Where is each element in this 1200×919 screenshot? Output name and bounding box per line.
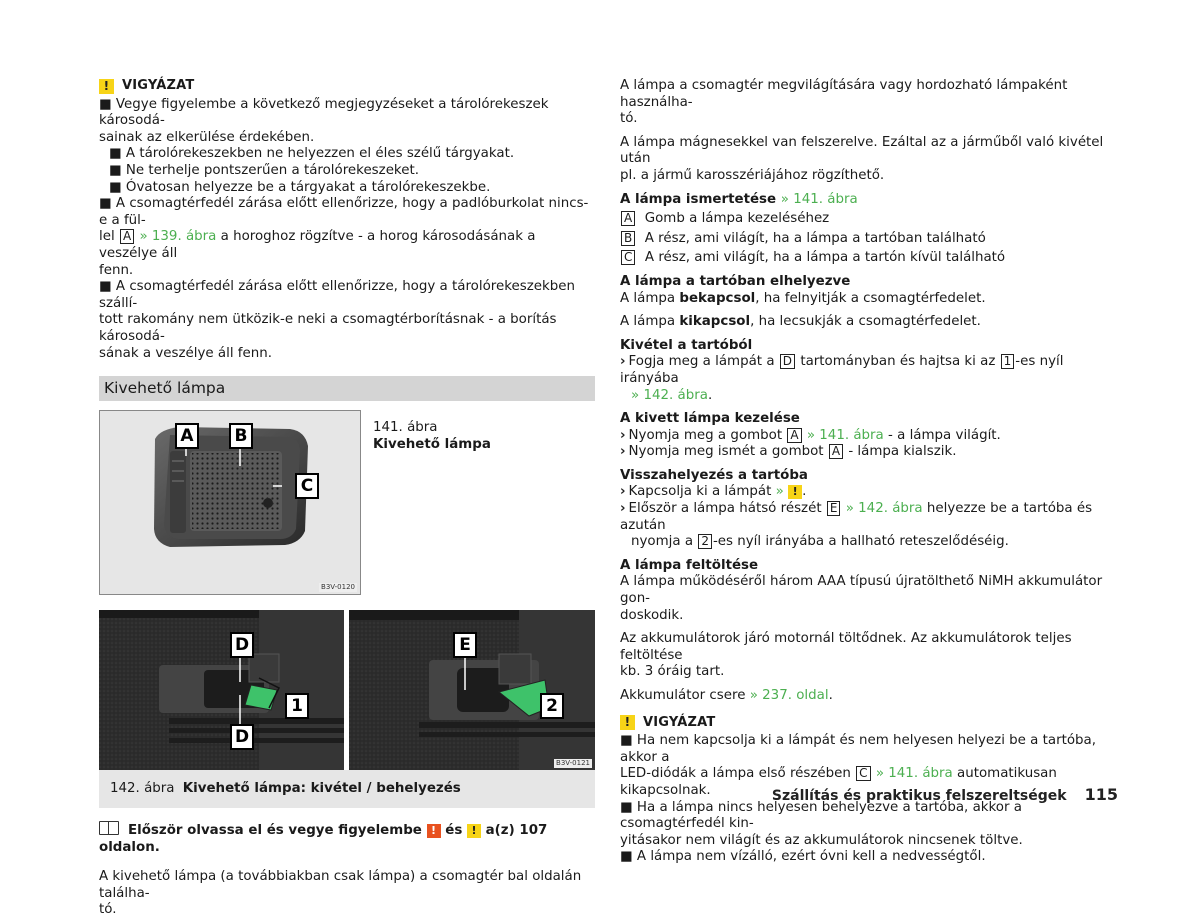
paragraph [620,314,1120,331]
warning-icon: ! [788,485,802,499]
text-fragment: lel [99,229,115,245]
text-fragment: helyezze be a tartóba és azután [620,501,1093,533]
text-fragment: - a lámpa világít. [888,427,1001,443]
text-fragment: a horoghoz rögzítve - a horog károsodásának a veszélye áll [99,229,536,261]
warning-text: sainak az elkerülése érdekében. [99,129,315,145]
step-arrow-icon: › [620,484,626,500]
figure-number: 142. ábra [110,781,175,797]
text-fragment: LED-diódák a lámpa első részében [620,766,851,782]
label-E: E [453,632,477,658]
danger-icon: ! [427,824,441,838]
text-fragment: Akkumulátor csere [620,688,746,703]
text-fragment: és [445,823,463,839]
warning-subitem: ■ Óvatosan helyezze be a tárgyakat a tárolórekeszekbe. [109,179,491,195]
text-fragment: Kapcsolja ki a lámpát [628,484,772,500]
subheading: Visszahelyezés a tartóba [620,467,808,483]
text-fragment: Nyomja meg ismét a gombot [628,444,824,460]
paragraph [620,291,1120,308]
label-1: 1 [285,693,309,719]
figure-link[interactable]: » 139. ábra [139,229,217,245]
label-box: C [856,766,870,781]
warning-subitem: ■ Ne terhelje pontszerűen a tárolórekeszeket. [109,162,419,178]
warning-icon: ! [99,79,114,94]
label-box: 2 [698,534,712,549]
text-fragment: , ha felnyitják a csomagtérfedelet. [755,290,986,306]
text-fragment: A lámpa [620,290,676,306]
removal-photo [99,610,344,770]
figure-link[interactable]: » 141. ábra [780,191,858,207]
warning-text: ■ A csomagtérfedél zárása előtt ellenőrizze, hogy a padlóburkolat nincs-e a fül- [99,196,589,228]
figure-link[interactable]: » 142. ábra [631,387,708,403]
paragraph: pl. a jármű karosszériájához rögzíthető. [620,167,885,183]
step-cont [620,388,1120,405]
label-box: E [827,501,841,516]
removal-illustration [99,610,344,770]
emphasis: kikapcsol [679,314,751,330]
warning-text: tott rakomány nem ütközik-e neki a csomagtérborításnak - a borítás károsodá- [99,312,557,344]
warning-heading [620,715,1120,732]
text-fragment: -es nyíl irányába [620,354,1064,386]
subheading-text: A lámpa ismertetése [620,191,777,207]
label-box: C [621,250,635,265]
step-arrow-icon: › [620,354,626,370]
text-fragment: tartományban és hajtsa ki az [800,354,996,370]
step-cont [620,534,1120,551]
left-column [99,78,595,919]
warning-title: VIGYÁZAT [643,714,716,730]
step-arrow-icon: › [620,427,626,443]
label-box: A [829,444,843,459]
desc-item [620,231,1120,248]
label-box: D [780,354,795,369]
figure-141 [99,410,595,595]
text-fragment: - lámpa kialszik. [848,444,957,460]
subheading [620,192,1120,209]
subheading: Kivétel a tartóból [620,337,753,353]
label-box: B [621,231,635,246]
warning-subitem: ■ A tárolórekeszekben ne helyezzen el éles szélű tárgyakat. [109,146,515,162]
label-box: A [621,211,635,226]
label-box: A [120,229,134,244]
warning-text: ■ Ha nem kapcsolja ki a lámpát és nem helyesen helyezi be a tartóba, akkor a [620,733,1097,765]
step [620,444,1120,461]
desc-item [620,211,1120,228]
book-icon [99,821,119,835]
desc-text: A rész, ami világít, ha a lámpa a tartón kívül található [644,250,1006,266]
figure-142-caption [99,770,595,808]
warning-text: fenn. [99,262,134,278]
desc-text: Gomb a lámpa kezeléséhez [644,211,830,227]
text-fragment: Nyomja meg a gombot [628,427,783,443]
text-fragment: A lámpa [620,314,676,330]
paragraph: kb. 3 óráig tart. [620,664,725,680]
intro-text: tó. [99,902,117,918]
page-number: 115 [1084,785,1118,804]
warning-title: VIGYÁZAT [122,78,195,93]
subheading: A kivett lámpa kezelése [620,411,800,427]
text-fragment: . [828,688,833,703]
step-arrow-icon: › [620,444,626,460]
page-footer [772,787,1118,805]
figure-link[interactable]: » 141. ábra [875,766,953,782]
text-fragment: . [802,484,807,500]
text-fragment: nyomja a [631,534,694,550]
figure-142 [99,610,595,770]
right-column [620,78,1120,866]
label-box: A [787,428,801,443]
label-box: 1 [1001,354,1015,369]
figure-number: 141. ábra [373,420,438,436]
step [620,501,1120,534]
figure-link[interactable]: » 142. ábra [845,501,923,517]
text-fragment: , ha lecsukják a csomagtérfedelet. [750,314,981,330]
warning-text [99,229,595,262]
page-link[interactable]: » 237. oldal [749,688,829,703]
figure-title: Kivehető lámpa [373,436,491,452]
warning-link[interactable]: » [775,484,784,500]
label-D: D [230,632,254,658]
paragraph: A lámpa működéséről három AAA típusú újratölthető NiMH akkumulátor gon- [620,574,1103,607]
intro-text: A kivehető lámpa (a továbbiakban csak lámpa) a csomagtér bal oldalán találha- [99,869,582,901]
warning-text: ■ A csomagtérfedél zárása előtt ellenőrizze, hogy a tárolórekeszekben szállí- [99,279,575,311]
paragraph: Az akkumulátorok járó motornál töltődnek. Az akkumulátorok teljes feltöltése [620,631,1072,663]
warning-text: sának a veszélye áll fenn. [99,345,272,361]
paragraph: tó. [620,111,638,127]
chapter-title: Szállítás és praktikus felszereltségek [771,788,1067,804]
step [620,484,1120,501]
warning-text: yitásakor nem világít és az akkumulátorok nincsenek töltve. [620,832,1023,848]
paragraph [620,688,1120,705]
paragraph: A lámpa mágnesekkel van felszerelve. Ezáltal az a járműből való kivétel után [620,134,1104,167]
figure-title: Kivehető lámpa: kivétel / behelyezés [182,781,461,797]
label-A: A [175,423,199,449]
paragraph: A lámpa a csomagtér megvilágítására vagy hordozható lámpaként használha- [620,78,1068,110]
step [620,354,1120,387]
lamp-photo [99,410,361,595]
label-C: C [295,473,319,499]
warning-text: ■ Vegye figyelembe a következő megjegyzéseket a tárolórekeszek károsodá- [99,96,549,129]
text-fragment: . [707,387,713,403]
text-fragment: Fogja meg a lámpát a [628,354,775,370]
warning-icon: ! [620,715,635,730]
figure-caption [361,410,491,595]
label-B: B [229,423,253,449]
figure-link[interactable]: » 141. ábra [806,427,884,443]
text-fragment: automatikusan kikapcsolnak. [620,766,1057,798]
text-fragment: Először a lámpa hátsó részét [628,501,822,517]
read-first-note [99,821,595,856]
subheading: A lámpa a tartóban elhelyezve [620,273,851,289]
label-D: D [230,724,254,750]
section-title: Kivehető lámpa [99,376,595,401]
figure-code: B3V-0121 [556,759,590,768]
step [620,428,1120,445]
text-fragment: Először olvassa el és vegye figyelembe [128,823,422,839]
step-arrow-icon: › [620,501,626,517]
emphasis: bekapcsol [679,290,756,306]
text-fragment: a(z) 107 oldalon. [99,823,548,855]
warning-text: ■ Ha a lámpa nincs helyesen behelyezve a tartóba, akkor a csomagtérfedél kin- [620,799,1022,832]
text-fragment: -es nyíl irányába a hallható reteszelődéséig. [712,534,1009,550]
subheading: A lámpa feltöltése [620,557,759,573]
paragraph: doskodik. [620,607,684,623]
warning-heading [99,78,595,95]
warning-text: ■ A lámpa nem vízálló, ezért óvni kell a nedvességtől. [620,849,986,865]
desc-item [620,250,1120,267]
desc-text: A rész, ami világít, ha a lámpa a tartóban található [644,230,986,246]
label-2: 2 [540,693,564,719]
figure-code: B3V-0120 [321,583,355,592]
warning-icon: ! [467,824,481,838]
insertion-photo [349,610,595,770]
